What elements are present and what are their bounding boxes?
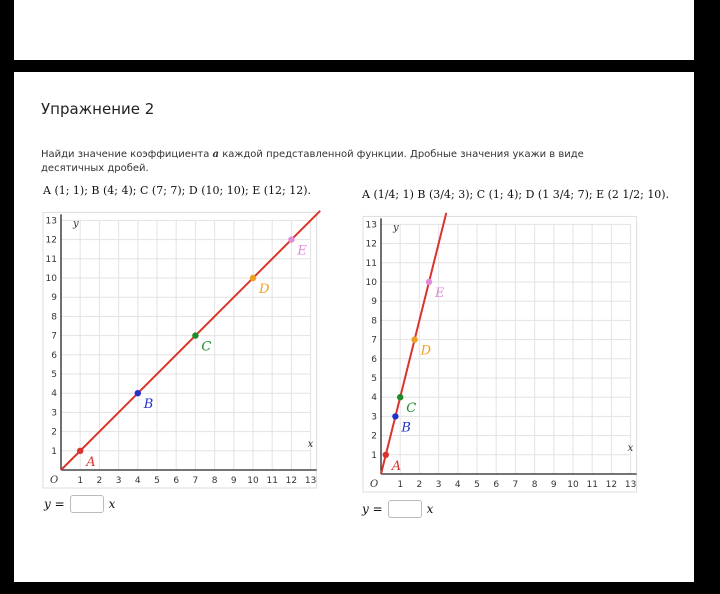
graph2-points-text: A (1/4; 1) B (3/4; 3); C (1; 4); D (1 3/4; 7); E (2 1/2; 10).: [362, 188, 670, 201]
chart-frame: [363, 216, 637, 492]
y-tick-label: 12: [365, 239, 377, 250]
instruction-text-after: каждой представленной функции. Дробные значения укажи в виде десятичных дробей.: [41, 149, 584, 174]
y-tick-label: 10: [45, 274, 57, 284]
point-e-label: E: [297, 243, 307, 259]
x-tick-label: 9: [230, 476, 237, 486]
point-b-label: B: [401, 420, 411, 436]
point-b-marker: [392, 413, 398, 419]
y-tick-label: 1: [371, 450, 377, 461]
point-e-label: E: [435, 286, 445, 301]
y-tick-label: 13: [45, 216, 57, 227]
y-tick-label: 7: [371, 335, 377, 346]
origin-label: O: [370, 479, 379, 490]
x-tick-label: 7: [512, 480, 519, 490]
point-d-label: D: [259, 282, 270, 297]
x-axis-label: x: [307, 439, 314, 450]
answer2-suffix: x: [426, 502, 434, 516]
point-c-label: C: [406, 401, 417, 417]
x-tick-label: 5: [474, 480, 480, 490]
point-b-marker: [135, 390, 141, 396]
exercise-title: Упражнение 2: [41, 100, 155, 118]
graph1-answer-row: [44, 495, 115, 513]
point-c-label: C: [201, 339, 212, 355]
y-tick-label: 11: [365, 258, 377, 269]
y-tick-label: 3: [51, 408, 57, 419]
x-tick-label: 3: [115, 476, 122, 486]
instruction-text-before: Найди значение коэффициента: [41, 149, 213, 160]
graph1-points-text: A (1; 1); B (4; 4); C (7; 7); D (10; 10); E (12; 12).: [43, 184, 311, 197]
y-tick-label: 9: [371, 297, 377, 308]
x-tick-label: 13: [624, 480, 637, 490]
point-b-label: B: [143, 397, 154, 413]
point-c-marker: [192, 332, 198, 338]
answer1-prefix: y =: [44, 497, 65, 511]
y-tick-label: 2: [51, 427, 57, 438]
y-tick-label: 10: [365, 278, 377, 288]
point-e-marker: [426, 279, 432, 285]
point-a-marker: [383, 452, 389, 458]
y-tick-label: 4: [371, 393, 377, 404]
x-tick-label: 10: [247, 476, 259, 486]
x-tick-label: 10: [567, 480, 579, 490]
y-tick-label: 3: [371, 412, 377, 423]
x-tick-label: 12: [285, 476, 298, 486]
answer2-prefix: y =: [362, 502, 383, 516]
y-tick-label: 12: [45, 235, 57, 246]
y-tick-label: 1: [51, 446, 57, 457]
y-tick-label: 8: [51, 312, 57, 323]
x-tick-label: 6: [493, 480, 500, 490]
point-d-marker: [250, 275, 256, 281]
point-e-marker: [288, 236, 294, 242]
x-tick-label: 3: [435, 480, 442, 490]
y-tick-label: 5: [51, 370, 57, 380]
x-tick-label: 1: [397, 480, 404, 490]
x-tick-label: 2: [416, 480, 423, 490]
graph1-chart: [39, 208, 319, 488]
answer2-input[interactable]: [388, 500, 422, 518]
point-c-marker: [397, 394, 403, 400]
x-tick-label: 11: [586, 480, 598, 490]
coefficient-variable: a: [212, 149, 220, 160]
y-axis-label: y: [73, 218, 79, 230]
point-d-marker: [411, 336, 417, 342]
y-tick-label: 6: [371, 354, 377, 365]
answer1-input[interactable]: [70, 495, 104, 513]
y-tick-label: 9: [51, 293, 57, 304]
y-tick-label: 8: [371, 316, 377, 327]
point-d-label: D: [420, 343, 432, 359]
point-a-label: A: [86, 454, 96, 470]
x-tick-label: 1: [77, 476, 84, 486]
x-tick-label: 8: [211, 476, 218, 486]
point-a-marker: [77, 448, 83, 454]
y-tick-label: 2: [371, 431, 377, 442]
answer1-suffix: x: [108, 497, 116, 511]
y-tick-label: 5: [371, 374, 377, 384]
exercise-instruction: [41, 148, 641, 176]
y-tick-label: 13: [365, 220, 377, 231]
y-axis-label: y: [393, 222, 399, 234]
x-tick-label: 7: [192, 476, 199, 486]
x-axis-label: x: [627, 443, 634, 454]
x-tick-label: 9: [550, 480, 557, 490]
x-tick-label: 6: [173, 476, 180, 486]
x-tick-label: 8: [531, 480, 538, 490]
y-tick-label: 7: [51, 331, 57, 342]
x-tick-label: 12: [605, 480, 618, 490]
x-tick-label: 4: [454, 480, 461, 490]
x-tick-label: 13: [304, 476, 317, 486]
origin-label: O: [50, 475, 59, 486]
exercise-card: [14, 72, 694, 582]
y-tick-label: 4: [51, 389, 57, 400]
x-tick-label: 5: [154, 476, 160, 486]
y-tick-label: 11: [45, 254, 57, 265]
x-tick-label: 11: [266, 476, 278, 486]
x-tick-label: 2: [96, 476, 103, 486]
y-tick-label: 6: [51, 350, 57, 361]
graph2-answer-row: [362, 500, 433, 518]
top-panel: [14, 0, 694, 60]
graph2-chart: [359, 212, 639, 492]
x-tick-label: 4: [134, 476, 141, 486]
point-a-label: A: [391, 458, 402, 474]
